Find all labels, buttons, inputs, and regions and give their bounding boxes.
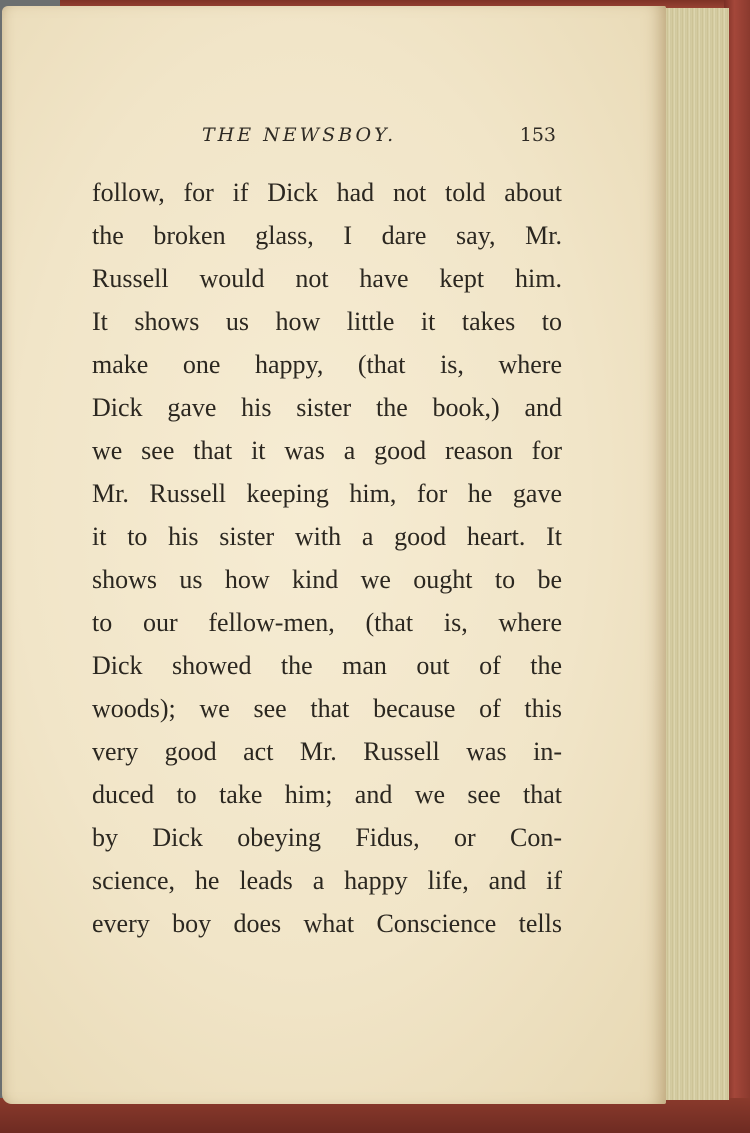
text-line: it to his sister with a good heart. It	[92, 522, 562, 551]
text-line: Dick showed the man out of the	[92, 651, 562, 680]
text-line: by Dick obeying Fidus, or Con-	[92, 823, 562, 852]
text-line: woods); we see that because of this	[92, 694, 562, 723]
text-line: follow, for if Dick had not told about	[92, 178, 562, 207]
text-line: science, he leads a happy life, and if	[92, 866, 562, 895]
text-line: Russell would not have kept him.	[92, 264, 562, 293]
running-title: THE NEWSBOY.	[202, 124, 397, 146]
text-line: Dick gave his sister the book,) and	[92, 393, 562, 422]
book-page	[2, 6, 666, 1104]
text-line: very good act Mr. Russell was in-	[92, 737, 562, 766]
text-line: we see that it was a good reason for	[92, 436, 562, 465]
page-number: 153	[519, 124, 556, 146]
text-line: make one happy, (that is, where	[92, 350, 562, 379]
text-line: shows us how kind we ought to be	[92, 565, 562, 594]
page-stack-edge	[660, 8, 729, 1100]
text-line: Mr. Russell keeping him, for he gave	[92, 479, 562, 508]
text-line: every boy does what Conscience tells	[92, 909, 562, 938]
text-line: to our fellow-men, (that is, where	[92, 608, 562, 637]
text-line: duced to take him; and we see that	[92, 780, 562, 809]
text-line: the broken glass, I dare say, Mr.	[92, 221, 562, 250]
body-text	[92, 171, 562, 945]
text-line: It shows us how little it takes to	[92, 307, 562, 336]
